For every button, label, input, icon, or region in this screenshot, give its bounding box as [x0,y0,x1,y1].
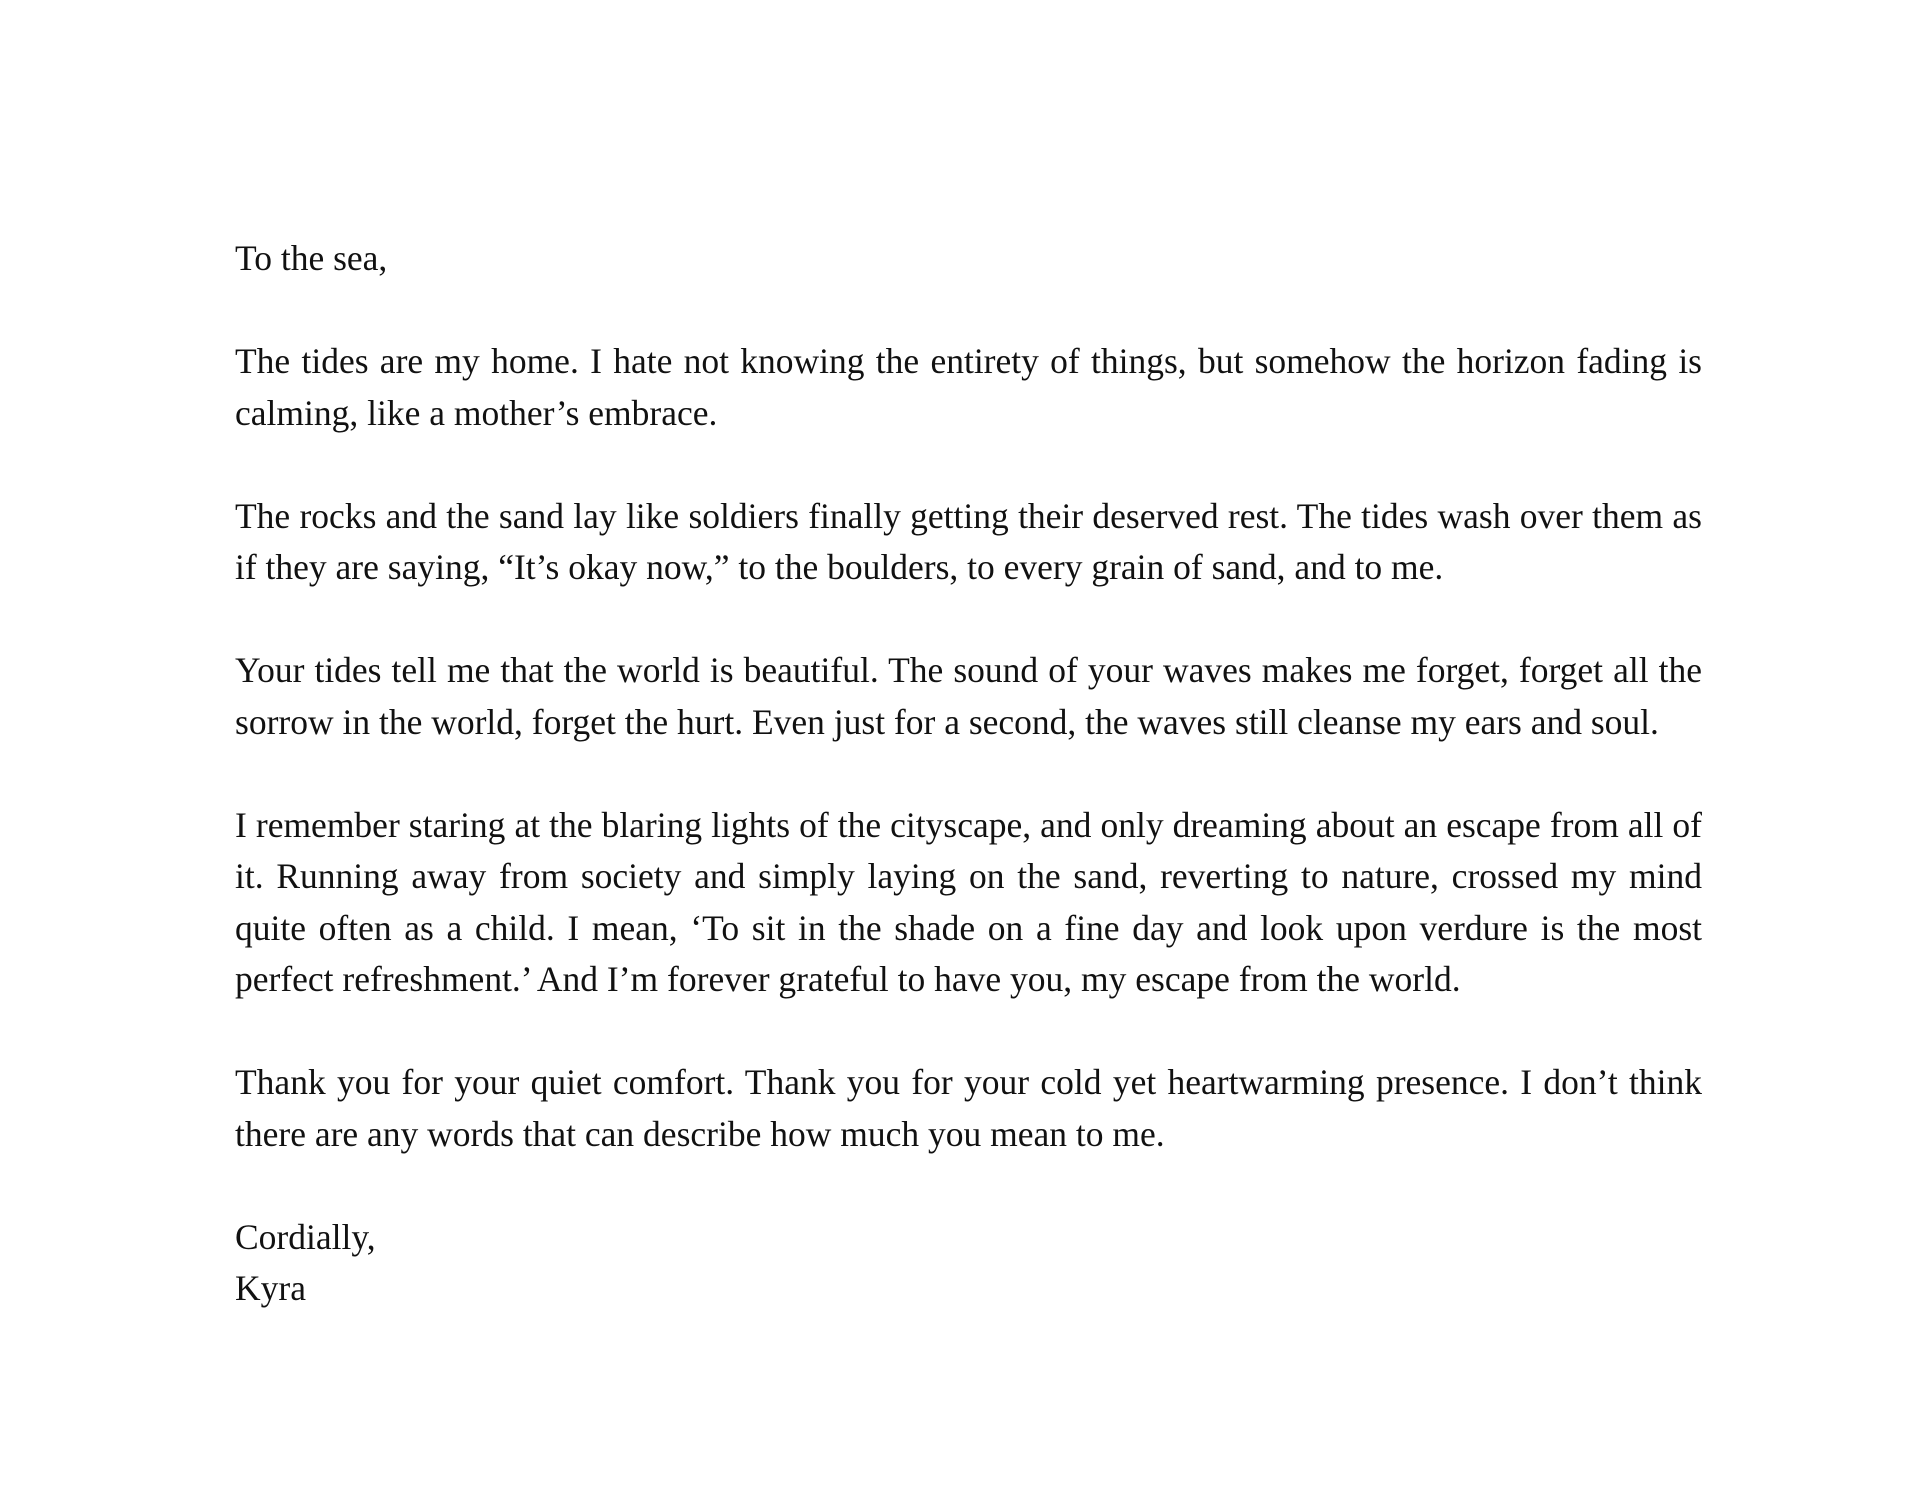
letter-paragraph: Thank you for your quiet comfort. Thank you for your cold yet heartwarming presence. I don’t think there are any words that can describe how much you mean to me. [235,1062,1702,1154]
letter-signature: Kyra [235,1268,306,1308]
letter-body [235,233,1702,1315]
letter-paragraph: The tides are my home. I hate not knowing the entirety of things, but somehow the horizon fading is calming, like a mother’s embrace. [235,341,1702,433]
letter-greeting: To the sea, [235,238,388,278]
letter-paragraph: I remember staring at the blaring lights of the cityscape, and only dreaming about an escape from all of it. Running away from society and simply laying on the sand, reverting to nature, crossed my mind quite often as a child. I mean, ‘To sit in the shade on a fine day and look upon verdure is the most perfect refreshment.’ And I’m forever grateful to have you, my escape from the world. [235,804,1702,999]
letter-paragraph: Your tides tell me that the world is beautiful. The sound of your waves makes me forget, forget all the sorrow in the world, forget the hurt. Even just for a second, the waves still cleanse my ears and soul. [235,650,1702,742]
letter-closing: Cordially, [235,1216,376,1257]
letter-paragraph: The rocks and the sand lay like soldiers finally getting their deserved rest. The tides wash over them as if they are saying, “It’s okay now,” to the boulders, to every grain of sand, and to me. [235,495,1702,587]
